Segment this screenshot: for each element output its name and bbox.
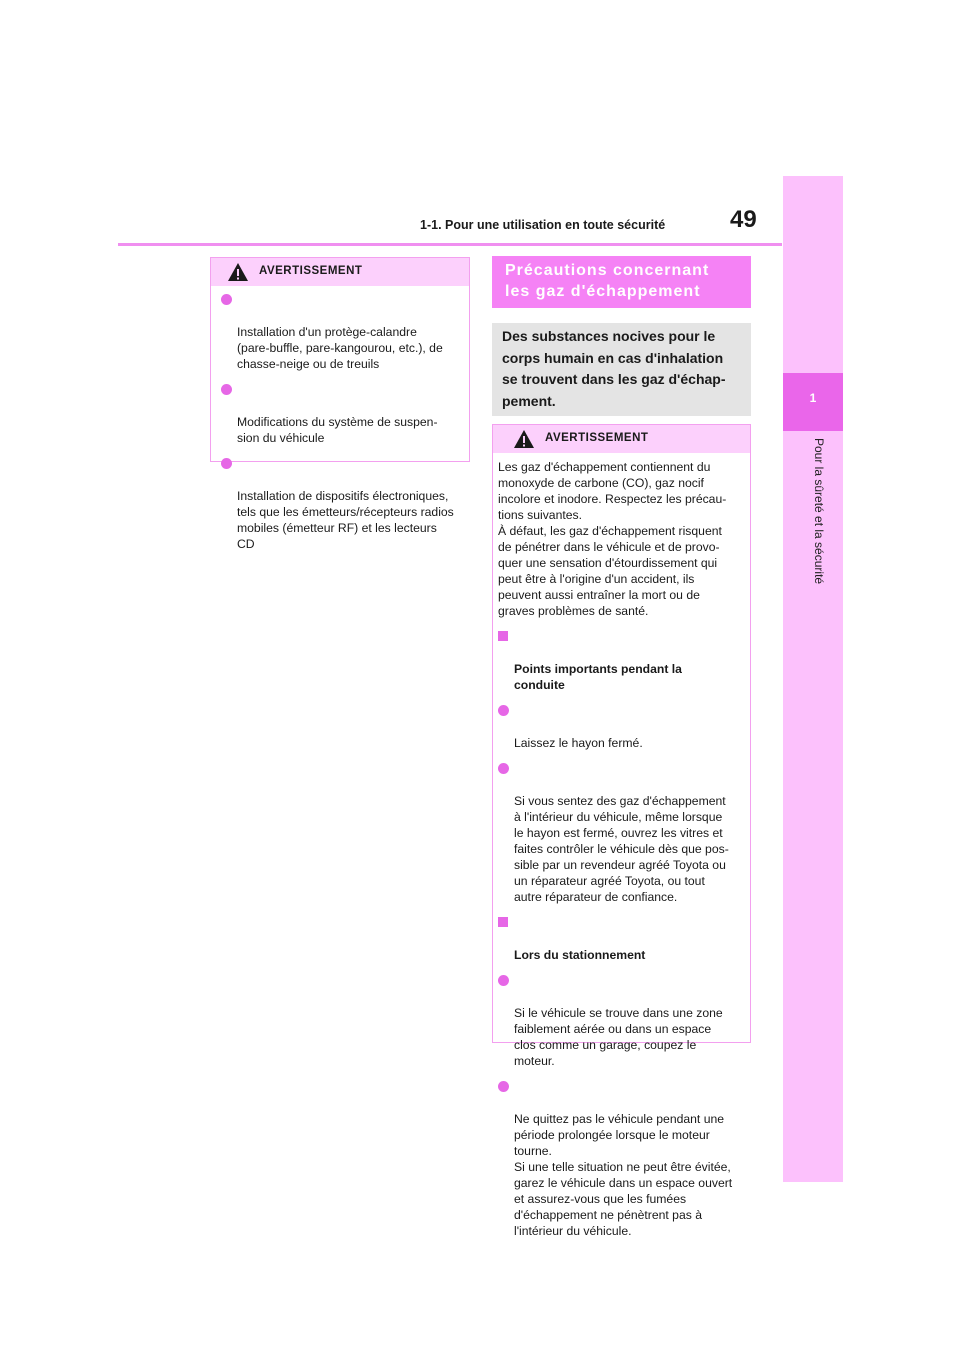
section-summary: Des substances nocives pour le corps humain en cas d'inhalation se trouvent dans les gaz d'échap- pement. xyxy=(502,328,726,409)
section-summary-box xyxy=(492,323,751,416)
list-item xyxy=(221,382,459,446)
subsection-heading-text: Lors du stationnement xyxy=(514,948,646,962)
subsection-heading xyxy=(498,629,740,693)
list-item xyxy=(221,292,459,372)
bullet-dot-icon xyxy=(498,763,509,774)
page-header-title: 1-1. Pour une utilisation en toute sécurité xyxy=(420,218,666,232)
list-item-text: Laissez le hayon fermé. xyxy=(514,736,643,750)
page-number: 49 xyxy=(730,206,757,233)
list-item xyxy=(498,1079,740,1239)
bullet-dot-icon xyxy=(221,294,232,305)
subsection-heading-text: Points importants pendant la conduite xyxy=(514,662,682,692)
bullet-dot-icon xyxy=(221,458,232,469)
warning-triangle-icon xyxy=(227,262,249,282)
warning-title: AVERTISSEMENT xyxy=(545,432,649,444)
list-item-text: Installation de dispositifs électroniques, tels que les émetteurs/récepteurs radios mobiles (émetteur RF) et les lecteurs CD xyxy=(237,489,454,551)
square-bullet-icon xyxy=(498,631,508,641)
square-bullet-icon xyxy=(498,917,508,927)
chapter-label: Pour la sûreté et la sécurité xyxy=(812,438,826,585)
section-title: Précautions concernant les gaz d'échappement xyxy=(505,262,710,300)
list-item xyxy=(498,761,740,905)
header-divider xyxy=(118,243,782,246)
list-item-text: Si le véhicule se trouve dans une zone faiblement aérée ou dans un espace clos comme un garage, coupez le moteur. xyxy=(514,1006,723,1068)
list-item-text: Ne quittez pas le véhicule pendant une période prolongée lorsque le moteur tourne. Si une telle situation ne peut être évitée, garez le véhicule dans un espace ouvert et assurez-vous que les fumées d'échappement ne pénètrent pas à l'intérieur du véhicule. xyxy=(514,1112,733,1238)
list-item-text: Si vous sentez des gaz d'échappement à l'intérieur du véhicule, même lorsque le hayon est fermé, ouvrez les vitres et faites contrôler le véhicule dès que pos- sible par un revendeur agréé Toyota ou un réparateur agréé Toyota, ou tout autre réparateur de confiance. xyxy=(514,794,729,904)
chapter-tab-active[interactable] xyxy=(783,373,843,431)
bullet-dot-icon xyxy=(498,705,509,716)
list-item xyxy=(498,973,740,1069)
warning-title: AVERTISSEMENT xyxy=(259,265,363,277)
list-item xyxy=(498,703,740,751)
warning-intro: Les gaz d'échappement contiennent du monoxyde de carbone (CO), gaz nocif incolore et inodore. Respectez les précau- tions suivantes. À défaut, les gaz d'échappement risquent de pénétrer dans le véhicule et de provo- quer une sensation d'étourdissement qui peut être à l'origine d'un accident, ils peuvent aussi entraîner la mort ou de graves problèmes de santé. xyxy=(498,460,727,618)
warning-triangle-icon xyxy=(513,429,535,449)
bullet-dot-icon xyxy=(498,975,509,986)
warning-list xyxy=(211,286,469,552)
bullet-dot-icon xyxy=(498,1081,509,1092)
chapter-number: 1 xyxy=(809,391,817,405)
warning-box-right xyxy=(492,424,751,1238)
warning-list xyxy=(493,627,750,1239)
list-item-text: Modifications du système de suspen- sion du véhicule xyxy=(237,415,438,445)
bullet-dot-icon xyxy=(221,384,232,395)
chapter-side-tab xyxy=(783,176,843,1182)
list-item-text: Installation d'un protège-calandre (pare-buffle, pare-kangourou, etc.), de chasse-neige ou de treuils xyxy=(237,325,443,371)
warning-header xyxy=(493,425,750,453)
section-title-banner xyxy=(492,256,751,308)
warning-header xyxy=(211,258,469,286)
subsection-heading xyxy=(498,915,740,963)
warning-box-left xyxy=(210,257,470,551)
list-item xyxy=(221,456,459,552)
